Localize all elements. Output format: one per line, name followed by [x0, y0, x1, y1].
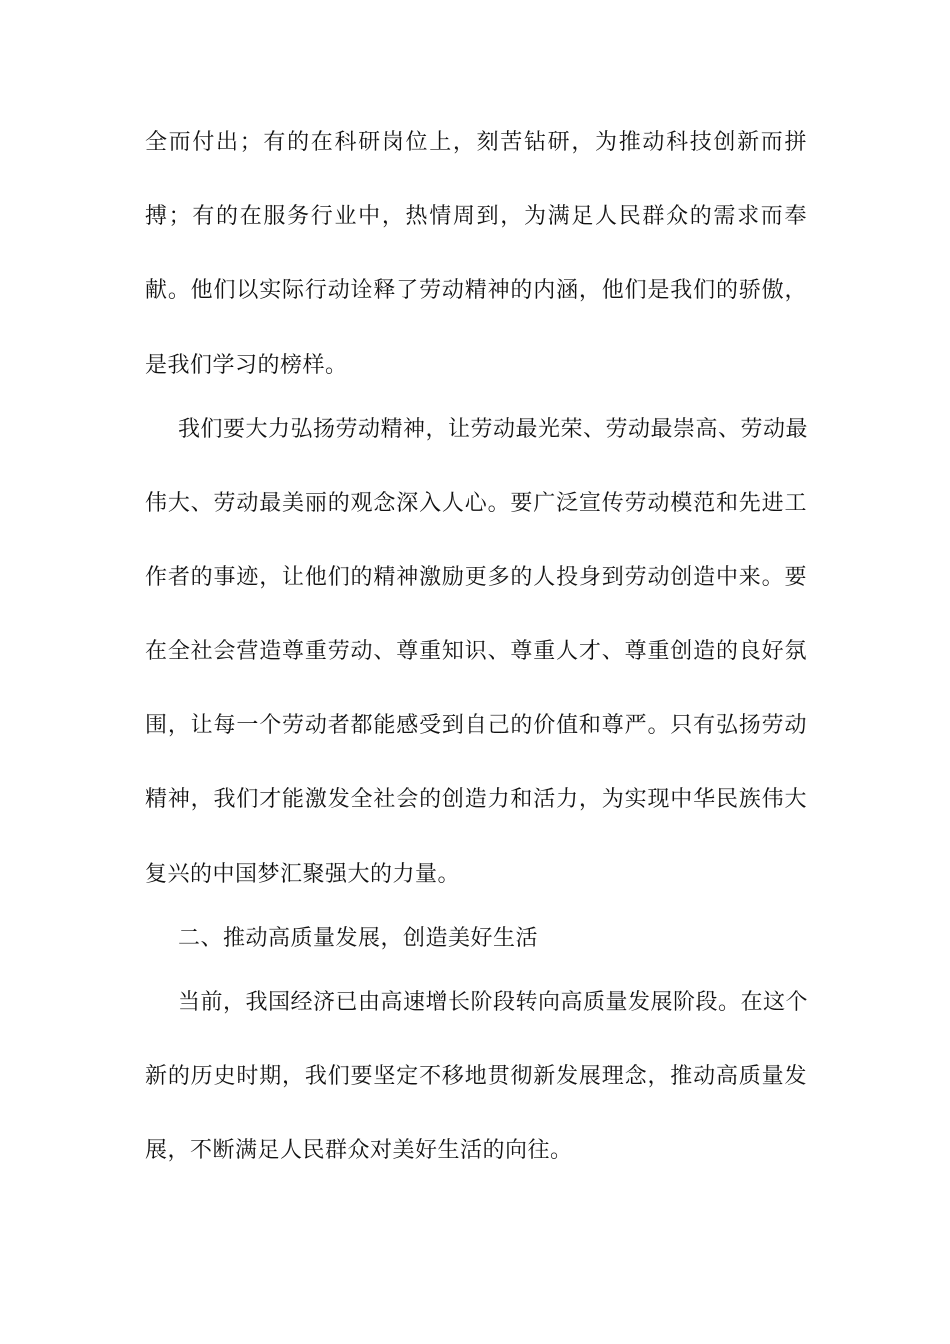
paragraph-line: 我们要大力弘扬劳动精神，让劳动最光荣、劳动最崇高、劳动最 — [178, 417, 809, 442]
paragraph-line: 围，让每一个劳动者都能感受到自己的价值和尊严。只有弘扬劳动 — [145, 713, 807, 738]
paragraph-line: 展，不断满足人民群众对美好生活的向往。 — [145, 1138, 573, 1163]
section-heading: 二、推动高质量发展，创造美好生活 — [178, 926, 539, 951]
paragraph-line: 作者的事迹，让他们的精神激励更多的人投身到劳动创造中来。要 — [145, 565, 807, 590]
paragraph-line: 搏；有的在服务行业中，热情周到，为满足人民群众的需求而奉 — [145, 204, 807, 229]
paragraph-line: 在全社会营造尊重劳动、尊重知识、尊重人才、尊重创造的良好氛 — [145, 639, 807, 664]
paragraph-line: 伟大、劳动最美丽的观念深入人心。要广泛宣传劳动模范和先进工 — [145, 491, 807, 516]
paragraph-line: 复兴的中国梦汇聚强大的力量。 — [145, 862, 461, 887]
paragraph-line: 精神，我们才能激发全社会的创造力和活力，为实现中华民族伟大 — [145, 787, 807, 812]
paragraph-line: 新的历史时期，我们要坚定不移地贯彻新发展理念，推动高质量发 — [145, 1064, 807, 1089]
paragraph-line: 当前，我国经济已由高速增长阶段转向高质量发展阶段。在这个 — [178, 990, 809, 1015]
paragraph-line: 献。他们以实际行动诠释了劳动精神的内涵，他们是我们的骄傲， — [145, 278, 807, 303]
paragraph-line: 全而付出；有的在科研岗位上，刻苦钻研，为推动科技创新而拼 — [145, 130, 807, 155]
paragraph-line: 是我们学习的榜样。 — [145, 353, 348, 378]
